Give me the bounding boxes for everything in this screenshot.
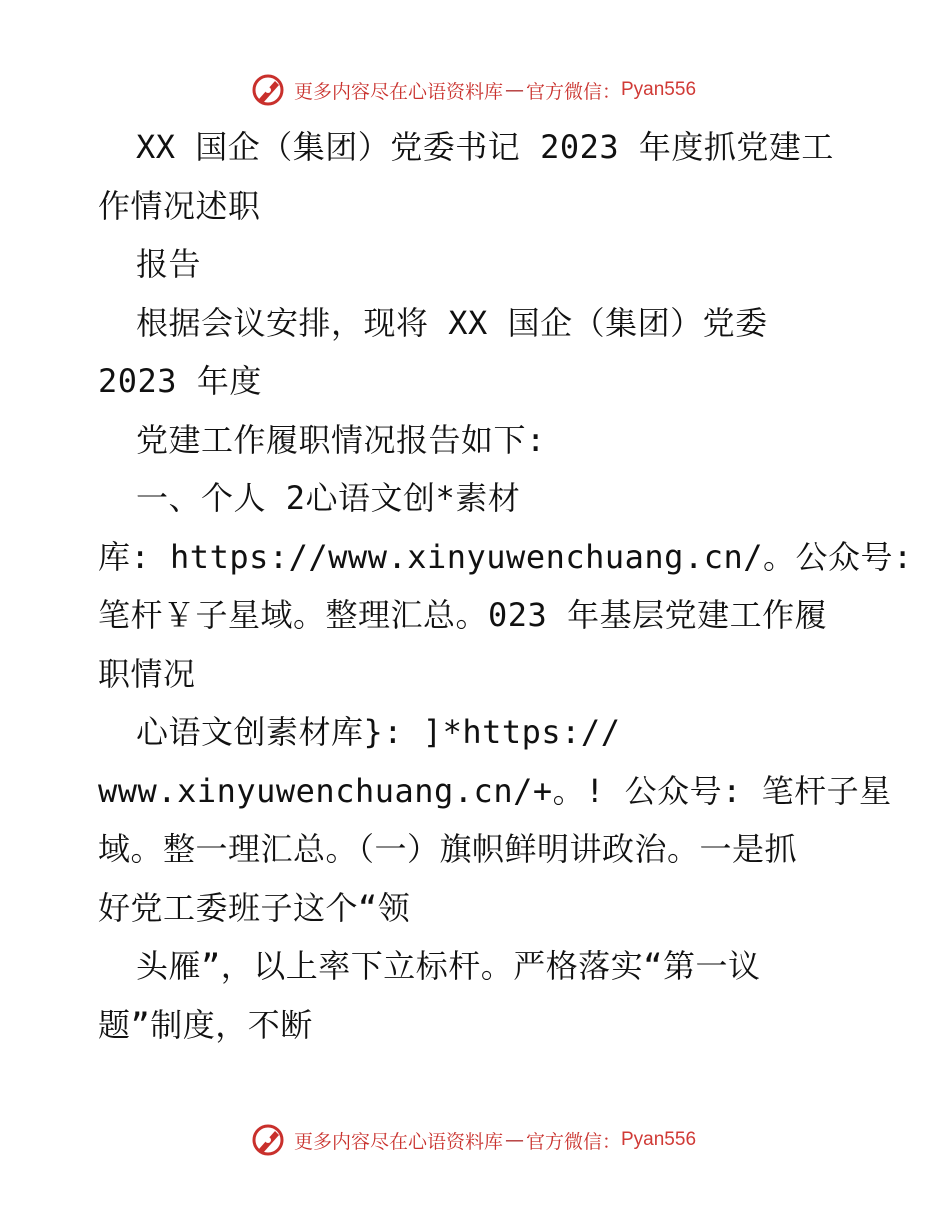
text-line: XX 国企（集团）党委书记 2023 年度抓党建工 — [136, 128, 834, 166]
document-body — [98, 118, 913, 1054]
watermark-brand: 更多内容尽在心语资料库 — [293, 1130, 503, 1153]
text-line: 心语文创素材库}: ]*https:// — [136, 713, 621, 751]
watermark-wechat-id: Pyan556 — [621, 1129, 697, 1150]
text-line: 报告 — [136, 245, 202, 283]
text-line: 2023 年度 — [98, 362, 262, 400]
watermark-wechat-label: 官方微信： — [525, 1130, 621, 1153]
watermark-header — [0, 70, 950, 110]
text-line: 作情况述职 — [98, 186, 261, 225]
text-line: 根据会议安排，现将 XX 国企（集团）党委 — [136, 303, 768, 342]
watermark-wechat-label: 官方微信： — [525, 80, 621, 103]
text-line: 题”制度，不断 — [98, 1005, 313, 1044]
watermark-brand: 更多内容尽在心语资料库 — [293, 80, 503, 103]
watermark-separator: — — [504, 1129, 524, 1151]
pen-logo-icon — [250, 1122, 286, 1158]
text-line: 头雁”，以上率下立标杆。严格落实“第一议 — [136, 947, 761, 985]
text-line: 好党工委班子这个“领 — [98, 888, 411, 927]
text-line: 笔杆￥子星域。整理汇总。023 年基层党建工作履 — [98, 596, 828, 634]
text-line: 职情况 — [98, 654, 196, 693]
text-line: 党建工作履职情况报告如下: — [136, 420, 546, 459]
pen-logo-icon — [250, 72, 286, 108]
text-line: 库: https://www.xinyuwenchuang.cn/。公众号: — [98, 537, 913, 576]
text-line: www.xinyuwenchuang.cn/+。! 公众号: 笔杆子星 — [98, 771, 892, 810]
watermark-wechat-id: Pyan556 — [621, 79, 697, 100]
text-line: 一、个人 2心语文创*素材 — [136, 479, 521, 517]
watermark-separator: — — [504, 79, 524, 101]
watermark-footer — [0, 1120, 950, 1160]
text-line: 域。整一理汇总。（一）旗帜鲜明讲政治。一是抓 — [98, 830, 798, 868]
